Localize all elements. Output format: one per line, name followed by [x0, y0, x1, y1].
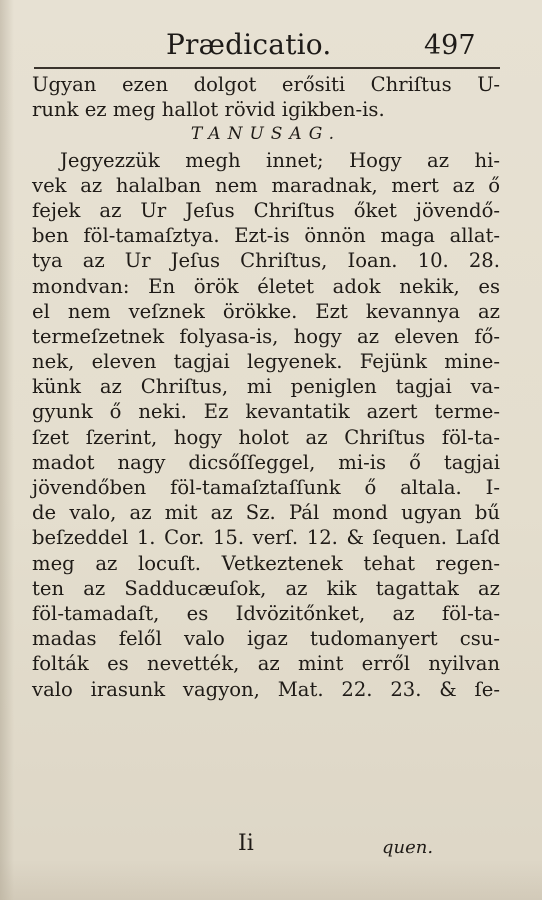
text-line: Ugyan ezen dolgot erősiti Chriſtus U-	[32, 73, 500, 96]
text-line: mondvan: En örök életet adok nekik, es	[32, 274, 500, 298]
page-number: 497	[424, 30, 476, 61]
text-line: föl-tamadaſt, es Idvözitőnket, az föl-ta-	[32, 601, 500, 625]
text-line: folták es nevették, az mint erről nyilvan	[32, 652, 500, 676]
catchword: quen.	[382, 837, 434, 858]
text-line: de valo, az mit az Sz. Pál mond ugyan bű	[32, 501, 500, 525]
section-heading: TANUSAG.	[190, 124, 342, 145]
text-line: madot nagy dicsőſſeggel, mi-is ő tagjai	[32, 450, 500, 474]
text-line: vek az halalban nem maradnak, mert az ő	[32, 173, 500, 197]
text-line: valo irasunk vagyon, Mat. 22. 23. & ſe-	[32, 677, 500, 701]
text-line: ten az Sadducæuſok, az kik tagattak az	[32, 576, 500, 600]
page-edge-tone	[0, 860, 542, 900]
text-block	[32, 72, 500, 702]
text-line: termeſzetnek folyasa-is, hogy az eleven fő-	[32, 324, 500, 348]
text-line: nek, eleven tagjai legyenek. Fejünk mine-	[32, 350, 500, 374]
text-line: tya az Ur Jeſus Chriſtus, Ioan. 10. 28.	[32, 249, 500, 273]
gutter-shadow	[0, 0, 14, 900]
text-line: el nem veſznek örökke. Ezt kevannya az	[32, 299, 500, 323]
text-line: künk az Chriſtus, mi peniglen tagjai va-	[32, 375, 500, 399]
text-line: beſzeddel 1. Cor. 15. verſ. 12. & ſequen. Laſd	[32, 526, 500, 550]
page-header	[0, 22, 542, 66]
text-line: fejek az Ur Jeſus Chriſtus őket jövendő-	[32, 198, 500, 222]
text-line: meg az locuſt. Vetkeztenek tehat regen-	[32, 551, 500, 575]
text-line: jövendőben föl-tamaſztaſſunk ő altala. I-	[32, 476, 500, 499]
header-rule	[34, 67, 500, 69]
signature-mark: Ii	[238, 831, 254, 856]
text-line: Jegyezzük megh innet; Hogy az hi-	[60, 148, 500, 172]
text-line: ſzet ſzerint, hogy holot az Chriſtus föl-ta-	[32, 425, 500, 449]
text-line: madas felől valo igaz tudomanyert csu-	[32, 627, 500, 651]
text-line: runk ez meg hallot rövid igikben-is.	[32, 98, 385, 122]
running-head: Prædicatio.	[166, 28, 332, 61]
text-line: ben föl-tamaſztya. Ezt-is önnön maga allat-	[32, 224, 500, 248]
text-line: gyunk ő neki. Ez kevantatik azert terme-	[32, 400, 500, 424]
